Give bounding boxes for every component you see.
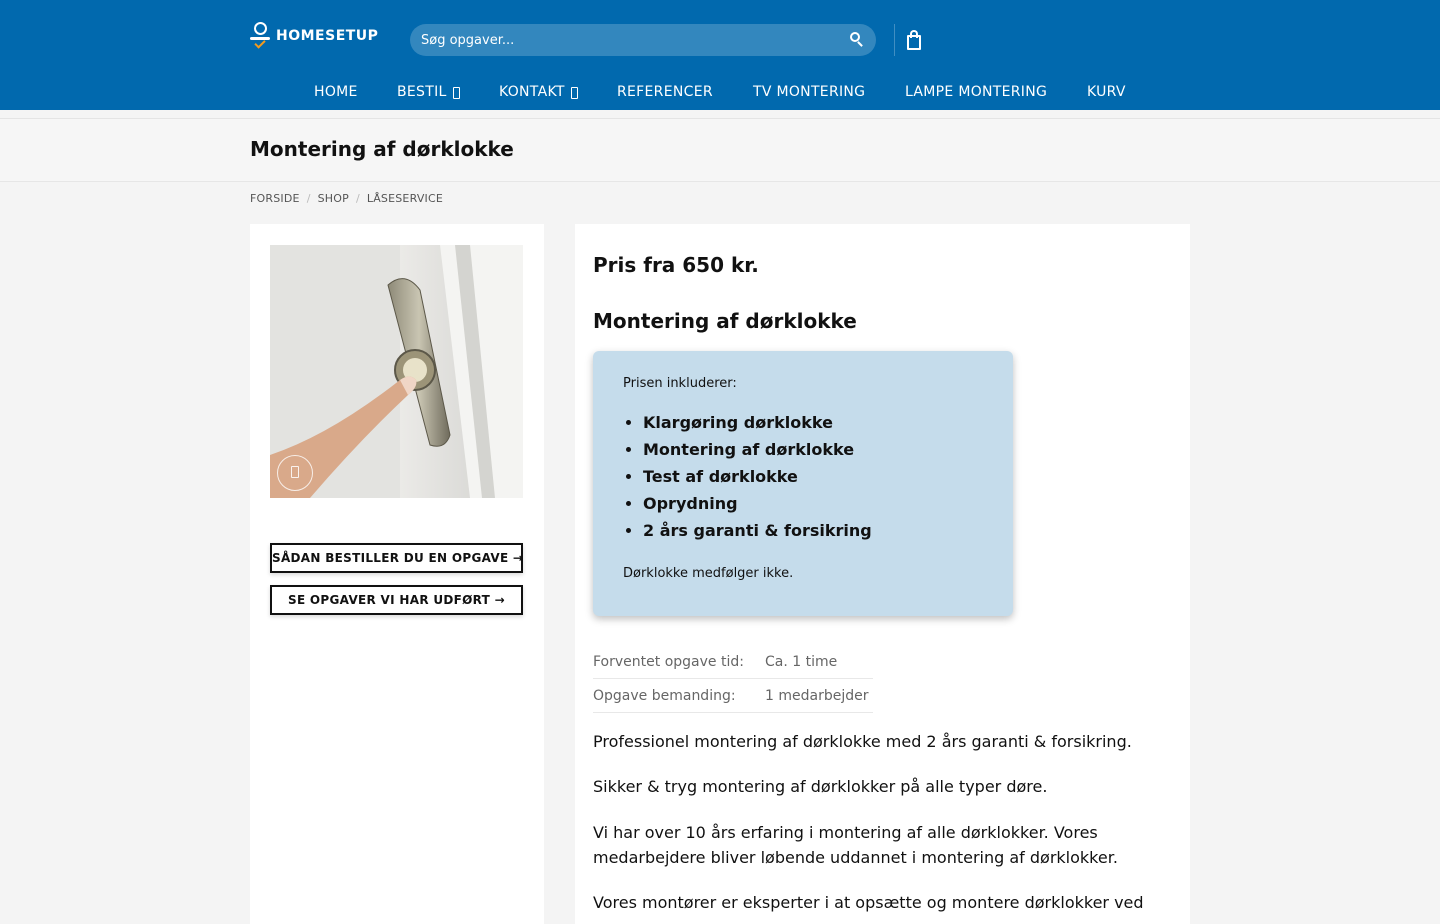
list-item: • 2 års garanti & forsikring bbox=[643, 521, 872, 548]
page-title: Montering af dørklokke bbox=[250, 137, 514, 161]
nav-item-lampe-montering[interactable] bbox=[905, 84, 1047, 100]
product-title: Montering af dørklokke bbox=[593, 309, 857, 333]
cart-icon[interactable] bbox=[907, 30, 921, 50]
search-input[interactable] bbox=[410, 24, 840, 56]
includes-box bbox=[593, 351, 1013, 616]
description-paragraph: Vi har over 10 års erfaring i montering af alle dørklokker. Vores medarbejdere bliver løbende uddannet i montering af dørklokker. bbox=[593, 823, 1118, 867]
nav-item-label: BESTIL bbox=[397, 84, 447, 100]
page-title-bar bbox=[0, 118, 1440, 182]
nav-item-referencer[interactable] bbox=[617, 84, 713, 100]
nav-item-label: LAMPE MONTERING bbox=[905, 84, 1048, 100]
breadcrumb bbox=[250, 192, 443, 205]
nav-item-kontakt[interactable] bbox=[499, 84, 578, 100]
attribute-label: Opgave bemanding: bbox=[593, 688, 736, 704]
chevron-down-icon bbox=[453, 87, 460, 99]
nav-item-tv-montering[interactable] bbox=[753, 84, 865, 100]
description-paragraph: Vores montører er eksperter i at opsætte og montere dørklokker ved bbox=[593, 893, 1144, 912]
logo-mark-icon bbox=[250, 22, 270, 50]
breadcrumb-separator: / bbox=[355, 192, 360, 205]
attribute-value: 1 medarbejder bbox=[765, 688, 869, 704]
includes-intro: Prisen inkluderer: bbox=[623, 376, 737, 391]
description-paragraph: Professionel montering af dørklokke med 2 års garanti & forsikring. bbox=[593, 732, 1132, 751]
attribute-label: Forventet opgave tid: bbox=[593, 654, 744, 670]
attribute-value: Ca. 1 time bbox=[765, 654, 838, 670]
breadcrumb-forside[interactable]: FORSIDE bbox=[250, 192, 300, 205]
header-divider bbox=[894, 24, 895, 56]
nav-item-label: KURV bbox=[1087, 84, 1126, 100]
nav-item-label: HOME bbox=[314, 84, 358, 100]
logo-text: HOMESETUP bbox=[276, 28, 379, 44]
nav-item-bestil[interactable] bbox=[397, 84, 460, 100]
list-item: • Montering af dørklokke bbox=[643, 440, 872, 467]
how-to-order-button[interactable]: SÅDAN BESTILLER DU EN OPGAVE → bbox=[270, 543, 523, 573]
nav-item-label: KONTAKT bbox=[499, 84, 565, 100]
description-paragraph: Sikker & tryg montering af dørklokker på alle typer døre. bbox=[593, 777, 1048, 796]
chevron-down-icon bbox=[571, 87, 578, 99]
logo[interactable] bbox=[250, 22, 378, 50]
search-icon[interactable] bbox=[850, 32, 864, 47]
nav-item-label: TV MONTERING bbox=[753, 84, 866, 100]
nav-item-label: REFERENCER bbox=[617, 84, 713, 100]
table-row bbox=[593, 679, 873, 713]
breadcrumb-laseservice[interactable]: LÅSESERVICE bbox=[366, 192, 444, 205]
product-price: Pris fra 650 kr. bbox=[593, 253, 759, 277]
list-item: • Klargøring dørklokke bbox=[643, 413, 872, 440]
includes-note: Dørklokke medfølger ikke. bbox=[623, 566, 794, 581]
see-tasks-button[interactable]: SE OPGAVER VI HAR UDFØRT → bbox=[270, 585, 523, 615]
nav-item-kurv[interactable] bbox=[1087, 84, 1126, 100]
attributes-table bbox=[593, 645, 873, 713]
search-bar bbox=[410, 24, 876, 56]
table-row bbox=[593, 645, 873, 679]
list-item: • Test af dørklokke bbox=[643, 467, 872, 494]
includes-list bbox=[643, 413, 872, 548]
list-item: • Oprydning bbox=[643, 494, 872, 521]
site-header bbox=[0, 0, 1440, 110]
zoom-icon[interactable] bbox=[277, 455, 313, 491]
nav-item-home[interactable] bbox=[314, 84, 358, 100]
breadcrumb-shop[interactable]: SHOP bbox=[317, 192, 349, 205]
main-nav bbox=[0, 84, 1440, 106]
breadcrumb-separator: / bbox=[306, 192, 311, 205]
